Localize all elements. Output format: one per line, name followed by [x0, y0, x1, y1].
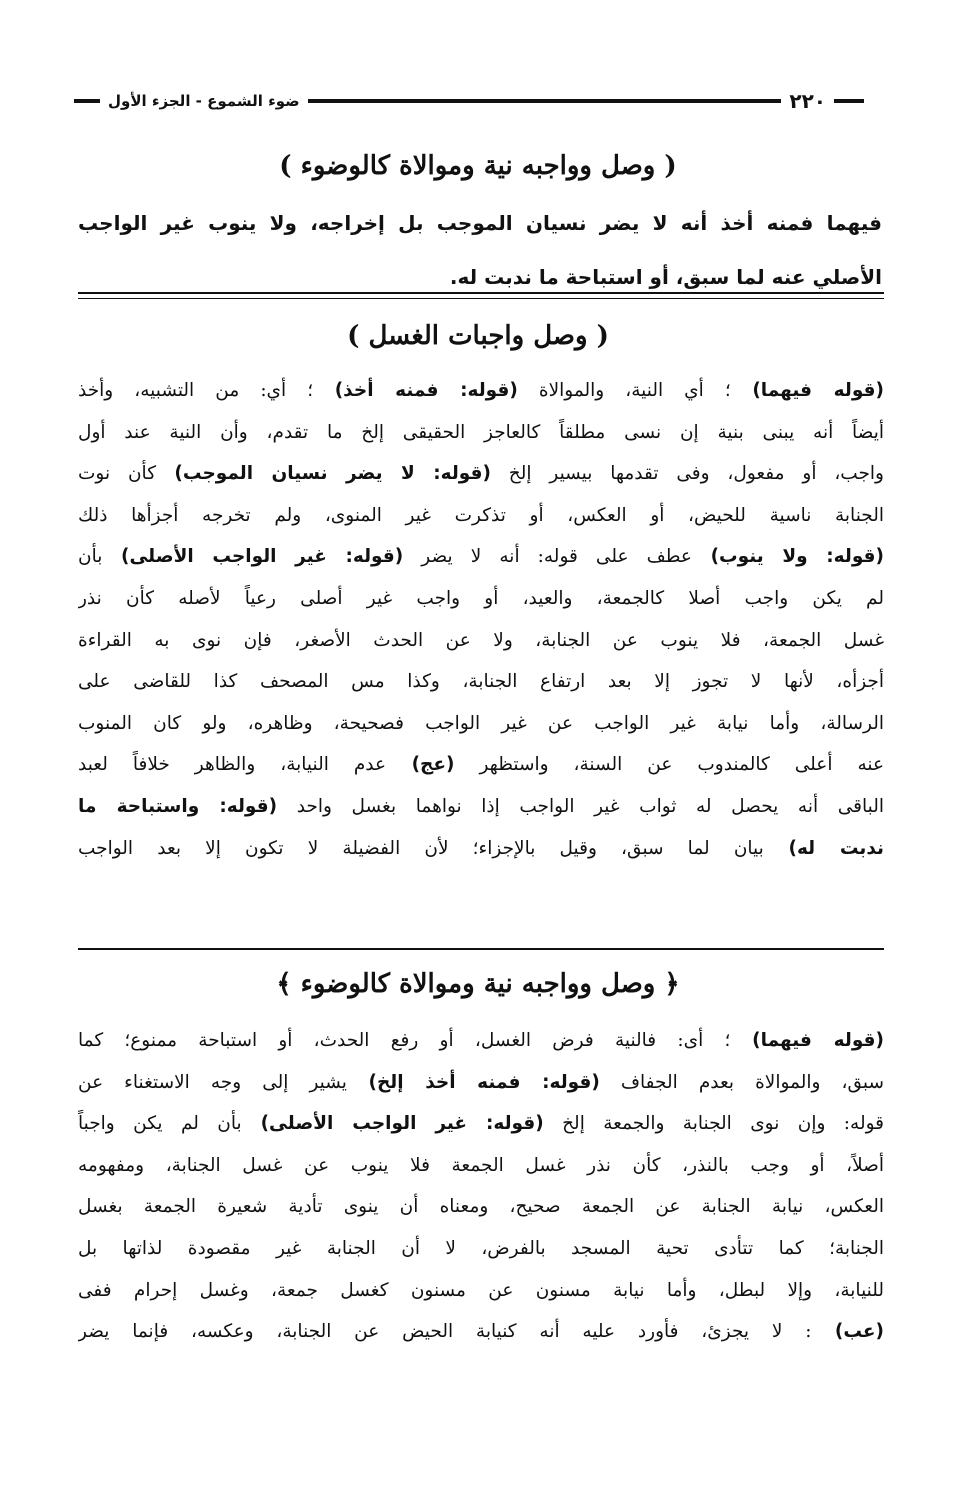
header-dash-left — [74, 99, 100, 103]
commentary-text: قوله: وإن نوى الجنابة والجمعة إلخ — [543, 1113, 884, 1135]
matn-line: الأصلي عنه لما سبق، أو استباحة ما ندبت له. — [449, 265, 882, 289]
commentary-text: بأن لم يكن واجباً — [78, 1113, 242, 1135]
commentary-text: بأن — [78, 546, 103, 568]
text-line — [78, 661, 884, 703]
text-line — [78, 1020, 884, 1062]
quoted-lemma: (قوله: ولا ينوب) — [691, 546, 884, 568]
commentary-text: : لا يجزئ، فأورد عليه أنه كنيابة الحيض عن الجنابة، وعكسه، فإنما يضر — [78, 1321, 812, 1343]
commentary-text: الجنابة؛ كما تتأدى تحية المسجد بالفرض، لا أن الجنابة غير مقصودة لذاتها بل — [78, 1237, 884, 1259]
text-line — [78, 412, 884, 454]
commentary-text: لم يكن واجب أصلا كالجمعة، والعيد، أو واجب غير أصلى رعياً لأصله كأن نذر — [78, 587, 884, 609]
header-rule — [308, 99, 782, 103]
commentary-text: أيضاً أنه يبنى بنية إن نسى مطلقاً كالعاجز الحقيقى إلخ ما تقدم، وأن النية عند أول — [78, 421, 884, 443]
quoted-lemma: (قوله: غير الواجب الأصلى) — [241, 1113, 544, 1135]
commentary-text: للنيابة، وإلا لبطل، وأما نيابة مسنون عن مسنون كغسل جمعة، وغسل إحرام ففى — [78, 1279, 884, 1301]
matn-divider-top — [78, 292, 884, 294]
commentary-text: ؛ أى: فالنية فرض الغسل، أو رفع الحدث، أو استباحة ممنوع؛ كما — [78, 1030, 731, 1051]
text-line — [78, 1145, 884, 1187]
text-line — [78, 453, 884, 495]
quoted-lemma: (عج) — [386, 754, 455, 776]
text-line — [78, 703, 884, 745]
commentary-text: سبق، والموالاة بعدم الجفاف — [599, 1071, 884, 1093]
text-line — [78, 620, 884, 662]
commentary-text: ؛ أي النية، والموالاة — [517, 380, 731, 401]
text-line — [78, 1311, 884, 1353]
text-line — [78, 744, 884, 786]
quoted-lemma: (قوله: فمنه أخذ إلخ) — [346, 1071, 600, 1093]
quoted-lemma: (قوله: لا يضر نسيان الموجب) — [156, 463, 491, 485]
commentary-text: عدم النيابة، والظاهر خلافاً لعبد — [78, 754, 387, 776]
commentary-text: العكس، نيابة الجنابة عن الجمعة صحيح، ومعناه أن ينوى تأدية شعيرة الجمعة بغسل — [78, 1196, 884, 1218]
commentary-text: عنه أعلى كالمندوب عن السنة، واستظهر — [454, 754, 884, 776]
text-line — [78, 828, 884, 870]
commentary-text: كأن نوت — [78, 463, 156, 485]
section-divider — [78, 948, 884, 950]
text-line — [78, 1103, 884, 1145]
commentary-text: أجزأه، لأنها لا تجوز إلا بعد ارتفاع الجنابة، وكذا مس المصحف كذا للقاضى على — [78, 671, 884, 693]
matn-divider-bottom — [78, 298, 884, 299]
text-line — [78, 370, 884, 412]
text-line — [78, 786, 884, 828]
running-header — [74, 84, 864, 118]
text-line — [78, 495, 884, 537]
commentary-text: الباقى أنه يحصل له ثواب غير الواجب إذا نواهما بغسل واحد — [277, 795, 884, 817]
matn-line: فيهما فمنه أخذ أنه لا يضر نسيان الموجب بل إخراجه، ولا ينوب غير الواجب — [78, 211, 882, 235]
text-line — [78, 1270, 884, 1312]
text-line — [78, 578, 884, 620]
header-dash-right — [834, 99, 864, 103]
sharh1-heading: ( وصل واجبات الغسل ) — [347, 321, 609, 351]
text-line — [78, 1062, 884, 1104]
commentary-text: الجنابة ناسية للحيض، أو العكس، أو تذكرت غير المنوى، ولم تخرجه أجزأها ذلك — [78, 504, 884, 526]
sharh2-heading: ﴿ وصل وواجبه نية وموالاة كالوضوء ﴾ — [276, 969, 680, 999]
text-line — [78, 1186, 884, 1228]
running-title: ضوء الشموع - الجزء الأول — [108, 92, 300, 110]
commentary-text: واجب، أو مفعول، وفى تقدمها بيسير إلخ — [490, 463, 884, 485]
quoted-lemma: (عب) — [811, 1321, 884, 1343]
sharh2-text — [78, 1020, 884, 1353]
commentary-text: الرسالة، وأما نيابة غير الواجب عن غير الواجب فصحيحة، وظاهره، ولو كان المنوب — [78, 712, 884, 734]
commentary-text: بيان لما سبق، وقيل بالإجزاء؛ لأن الفضيلة لا تكون إلا بعد الواجب — [78, 837, 764, 859]
quoted-lemma: (قوله: غير الواجب الأصلى) — [102, 546, 404, 568]
quoted-lemma: (قوله: فمنه أخذ) — [313, 380, 518, 401]
commentary-text: أصلاً، أو وجب بالنذر، كأن نذر غسل الجمعة فلا ينوب عن غسل الجنابة، ومفهومه — [78, 1154, 884, 1176]
quoted-lemma: ندبت له) — [763, 837, 884, 859]
text-line — [78, 1228, 884, 1270]
commentary-text: يشير إلى وجه الاستغناء عن — [78, 1071, 347, 1093]
matn-text — [78, 196, 882, 304]
commentary-text: عطف على قوله: أنه لا يضر — [403, 546, 692, 568]
commentary-text: ؛ أي: من التشبيه، وأخذ — [78, 380, 314, 401]
quoted-lemma: (قوله فيهما) — [730, 380, 884, 401]
quoted-lemma: (قوله فيهما) — [730, 1030, 884, 1051]
quoted-lemma: (قوله: واستباحة ما — [78, 795, 278, 817]
commentary-text: غسل الجمعة، فلا ينوب عن الجنابة، ولا عن الحدث الأصغر، فإن نوى به القراءة — [78, 629, 884, 651]
page-number: ٢٢٠ — [789, 89, 826, 113]
matn-heading: ( وصل وواجبه نية وموالاة كالوضوء ) — [279, 151, 677, 181]
sharh1-text — [78, 370, 884, 869]
text-line — [78, 536, 884, 578]
